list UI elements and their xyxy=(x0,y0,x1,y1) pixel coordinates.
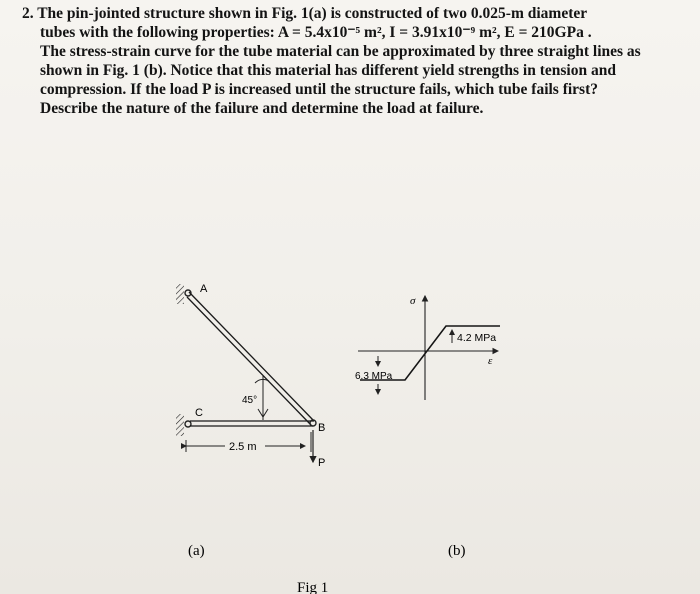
sigma-axis-label: σ xyxy=(410,295,416,307)
problem-line-4: shown in Fig. 1 (b). Notice that this material has different yield strengths in tension and xyxy=(40,62,616,79)
problem-line-1: 2. The pin-jointed structure shown in Fig. 1(a) is constructed of two 0.025-m diameter xyxy=(22,5,588,22)
caption-b: (b) xyxy=(448,543,466,559)
problem-line-2: tubes with the following properties: A = 5.4x10⁻⁵ m², I = 3.91x10⁻⁹ m², E = 210GPa . xyxy=(40,24,592,41)
angle-label: 45° xyxy=(242,395,258,406)
epsilon-axis-label: ε xyxy=(488,355,493,367)
figure-a-structure xyxy=(176,283,325,469)
label-a: A xyxy=(200,283,208,295)
tension-yield-label: 4.2 MPa xyxy=(457,332,497,344)
angle-arc xyxy=(255,379,269,383)
label-b: B xyxy=(318,422,326,434)
load-label: P xyxy=(318,457,326,469)
wall-support-a xyxy=(176,284,184,304)
figure-b-stress-strain xyxy=(355,295,500,400)
compression-yield-label: 6.3 MPa xyxy=(355,371,393,382)
label-c: C xyxy=(195,407,203,419)
wall-support-c xyxy=(176,414,184,436)
caption-a: (a) xyxy=(188,543,205,559)
problem-line-6: Describe the nature of the failure and determine the load at failure. xyxy=(40,100,484,117)
problem-line-3: The stress-strain curve for the tube material can be approximated by three straight lines as xyxy=(40,43,641,60)
dimension-label: 2.5 m xyxy=(229,441,257,453)
problem-line-5: compression. If the load P is increased until the structure fails, which tube fails first? xyxy=(40,81,598,98)
figure-title: Fig 1 xyxy=(297,580,329,594)
